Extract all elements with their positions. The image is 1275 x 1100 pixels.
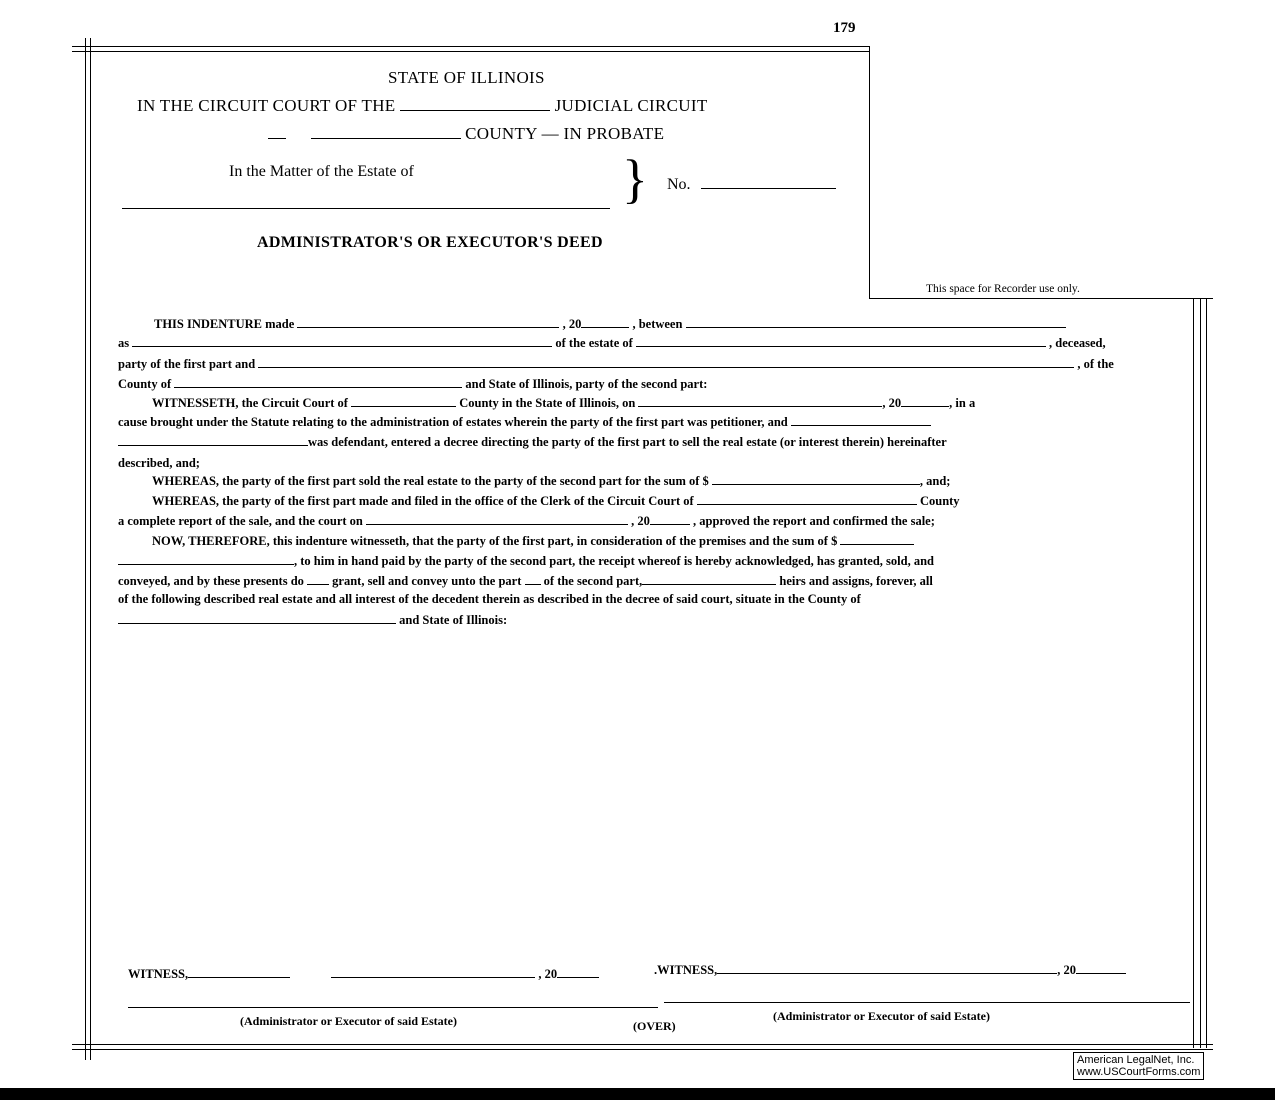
body-line-11: a complete report of the sale, and the court on , 20 , approved the report and confirmed the sale; [118, 514, 935, 528]
indenture-date-blank[interactable] [297, 316, 559, 328]
court-county-blank[interactable] [351, 395, 456, 407]
body-line-2: as of the estate of , deceased, [118, 336, 1106, 350]
defendant-blank-b[interactable] [118, 434, 308, 446]
witness-left-blank-a[interactable] [188, 966, 290, 978]
grantee-county-blank[interactable] [174, 376, 462, 388]
matter-label: In the Matter of the Estate of [229, 163, 414, 180]
bottom-bar [0, 1088, 1275, 1100]
body-line-14: conveyed, and by these presents do grant, sell and convey unto the part of the second part, heirs and assigns, forever, all [118, 574, 933, 588]
capacity-blank[interactable] [132, 335, 552, 347]
witness-right-blank[interactable] [717, 962, 1057, 974]
body-line-16: and State of Illinois: [118, 612, 1184, 628]
body-line-12: NOW, THEREFORE, this indenture witnesseth, that the party of the first part, in consideration of the premises and the sum of $ [118, 533, 1184, 549]
court-suffix: JUDICIAL CIRCUIT [554, 96, 708, 115]
county-dash-blank[interactable] [268, 127, 286, 139]
do-blank[interactable] [307, 573, 329, 585]
deed-title: ADMINISTRATOR'S OR EXECUTOR'S DEED [257, 234, 603, 251]
approval-date-blank[interactable] [366, 513, 628, 525]
recorder-note: This space for Recorder use only. [926, 283, 1080, 295]
county-blank[interactable] [311, 127, 461, 139]
brace-icon: } [622, 149, 648, 209]
body-line-10: WHEREAS, the party of the first part made and filed in the office of the Clerk of the Circuit Court of County [152, 494, 960, 508]
court-prefix: IN THE CIRCUIT COURT OF THE [137, 96, 396, 115]
county-probate: COUNTY — IN PROBATE [465, 124, 665, 143]
decree-date-blank[interactable] [638, 395, 882, 407]
witness-right-year-blank[interactable] [1076, 962, 1126, 974]
estate-name-blank[interactable] [122, 208, 610, 209]
body-line-7: was defendant, entered a decree directing the party of the first part to sell the real estate (or interest therein) hereinafter [118, 434, 1184, 450]
defendant-blank-a[interactable] [791, 414, 931, 426]
indenture-year-blank[interactable] [581, 316, 629, 328]
body-line-8: described, and; [118, 456, 200, 470]
body-line-4: County of and State of Illinois, party of the second part: [118, 377, 708, 391]
consideration-blank-a[interactable] [840, 533, 914, 545]
grantor-blank[interactable] [686, 316, 1066, 328]
witness-right: .WITNESS, , 20 [654, 962, 1126, 978]
body-line-13: , to him in hand paid by the party of the second part, the receipt whereof is hereby acknowledged, has granted, sold, and [118, 553, 1184, 569]
sale-amount-blank[interactable] [712, 473, 920, 485]
decree-year-blank[interactable] [901, 395, 949, 407]
state-heading: STATE OF ILLINOIS [388, 68, 545, 87]
witness-left-blank-b[interactable] [331, 966, 535, 978]
case-no-label: No. [667, 176, 691, 193]
consideration-blank-b[interactable] [118, 553, 294, 565]
county-line [268, 124, 664, 144]
circuit-blank[interactable] [400, 99, 550, 111]
legal-description-area[interactable] [118, 640, 1184, 940]
publisher-website[interactable]: www.USCourtForms.com [1077, 1066, 1201, 1078]
case-no-blank[interactable] [701, 177, 836, 189]
body-line-15: of the following described real estate and all interest of the decedent therein as described in the decree of said court, situate in the County of [118, 592, 861, 606]
publisher-name: American LegalNet, Inc. [1077, 1054, 1195, 1066]
body-line-5: WITNESSETH, the Circuit Court of County in the State of Illinois, on , 20 , in a [152, 396, 976, 410]
body-line-3: party of the first part and , of the [118, 357, 1114, 371]
court-line [137, 96, 708, 116]
body-line-1: THIS INDENTURE made , 20 , between [118, 316, 1184, 332]
part-blank[interactable] [525, 573, 541, 585]
signature-line-right[interactable] [664, 1002, 1190, 1003]
clerk-county-blank[interactable] [697, 493, 917, 505]
page-number: 179 [833, 20, 856, 36]
body-line-9: WHEREAS, the party of the first part sold the real estate to the party of the second part for the sum of $ , and; [152, 474, 951, 488]
witness-left-year-blank[interactable] [557, 966, 599, 978]
case-number [667, 176, 836, 194]
signature-caption-right: (Administrator or Executor of said Estate) [773, 1009, 990, 1023]
witness-left: WITNESS, , 20 [128, 966, 599, 982]
publisher-box [1073, 1052, 1204, 1080]
body-line-6: cause brought under the Statute relating to the administration of estates wherein the party of the first part was petitioner, and [118, 414, 1184, 430]
grantee-pronoun-blank[interactable] [642, 573, 776, 585]
signature-caption-left: (Administrator or Executor of said Estate) [240, 1014, 457, 1028]
decedent-blank[interactable] [636, 335, 1046, 347]
over-label: (OVER) [633, 1019, 676, 1033]
property-county-blank[interactable] [118, 612, 396, 624]
approval-year-blank[interactable] [650, 513, 690, 525]
signature-line-left[interactable] [128, 1007, 658, 1008]
grantee-blank[interactable] [258, 356, 1074, 368]
